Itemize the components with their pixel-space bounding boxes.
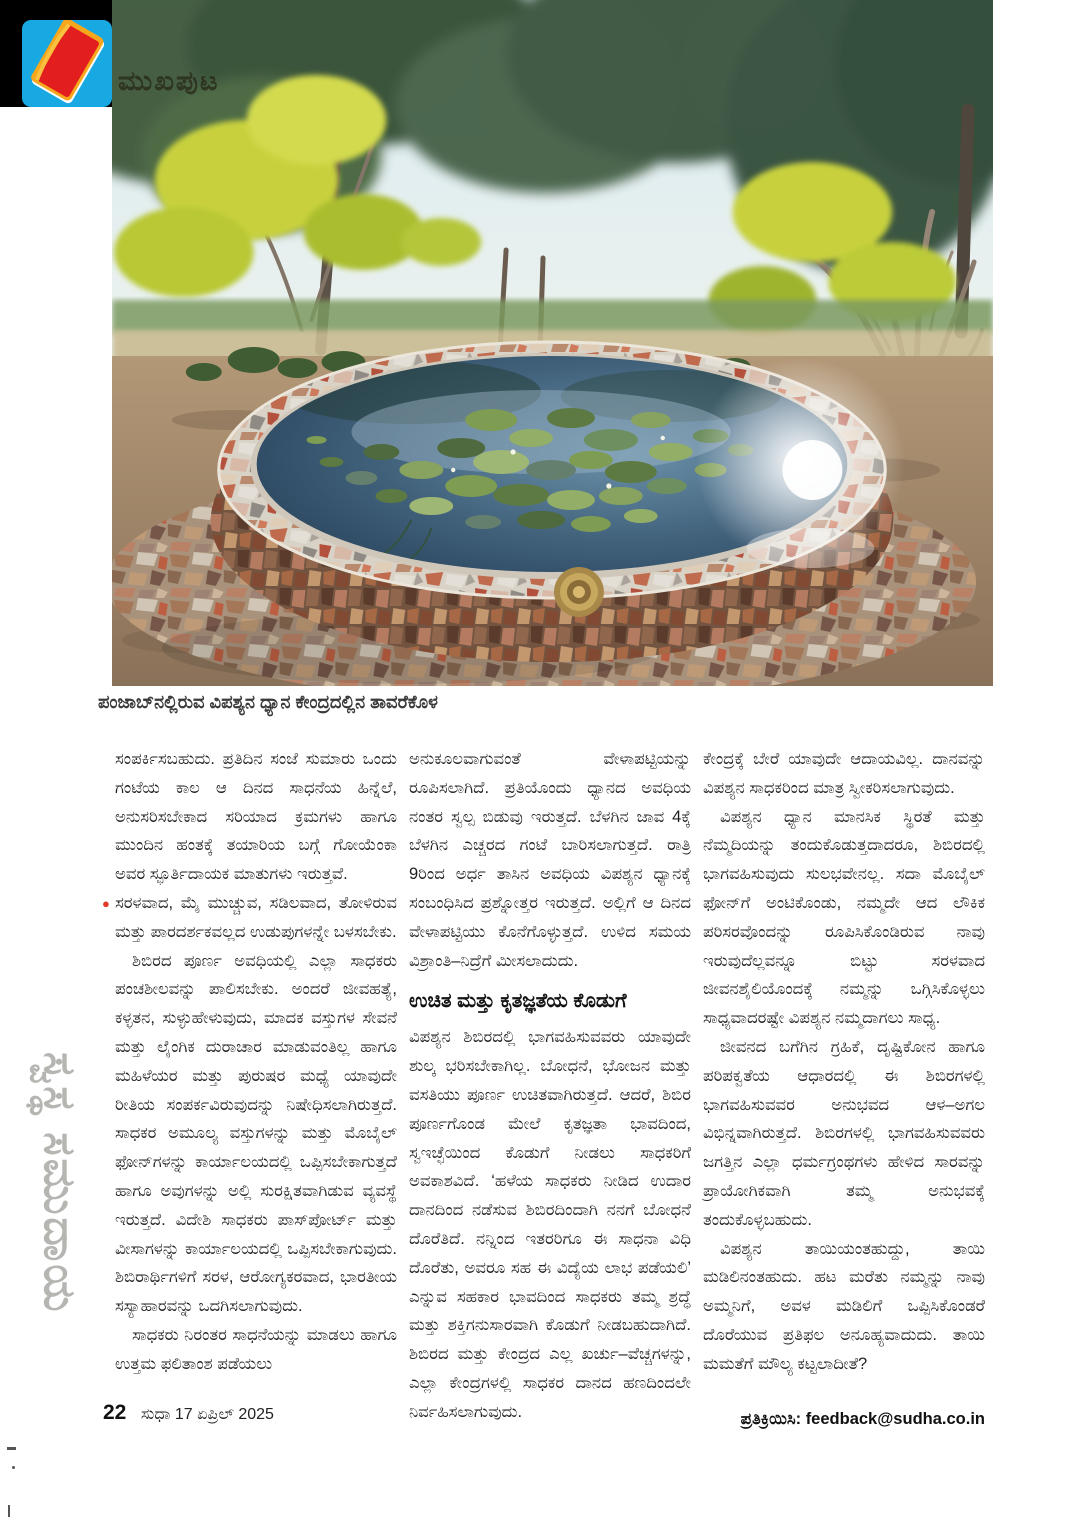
- paragraph: ಅನುಕೂಲವಾಗುವಂತೆ ವೇಳಾಪಟ್ಟಿಯನ್ನು ರೂಪಿಸಲಾಗಿದೆ. ಪ್ರತಿಯೊಂದು ಧ್ಯಾನದ ಅವಧಿಯ ನಂತರ ಸ್ವಲ್ಪ ಬಿಡುವು ಇರುತ್ತದೆ. ಬೆಳಗಿನ ಜಾವ 4ಕ್ಕೆ ಬೆಳಗಿನ ಎಚ್ಚರದ ಗಂಟೆ ಬಾರಿಸಲಾಗುತ್ತದೆ. ರಾತ್ರಿ 9ರಿಂದ ಅರ್ಧ ತಾಸಿನ ಅವಧಿಯ ವಿಪಶ್ಯನ ಧ್ಯಾನಕ್ಕೆ ಸಂಬಂಧಿಸಿದ ಪ್ರಶ್ನೋತ್ತರ ಇರುತ್ತದೆ. ಅಲ್ಲಿಗೆ ಆ ದಿನದ ವೇಳಾಪಟ್ಟಿಯು ಕೊನೆಗೊಳ್ಳುತ್ತದೆ. ಉಳಿದ ಸಮಯ ವಿಶ್ರಾಂತಿ–ನಿದ್ರೆಗೆ ಮೀಸಲಾದುದು.: [409, 750, 691, 970]
- feedback-label: ಪ್ರತಿಕ್ರಿಯಿಸಿ:: [740, 1409, 806, 1428]
- bullet-dot-icon: ●: [102, 895, 110, 911]
- article-column-2: [397, 745, 691, 1433]
- lotus-pond-photo: [112, 0, 993, 686]
- masthead-logo-block: [0, 0, 112, 107]
- feedback-line: [703, 1405, 985, 1434]
- subheading: ಉಚಿತ ಮತ್ತು ಕೃತಜ್ಞತೆಯ ಕೊಡುಗೆ: [409, 990, 627, 1013]
- page-footer: [103, 1401, 274, 1425]
- photo-caption: ಪಂಜಾಬ್‌ನಲ್ಲಿರುವ ವಿಪಶ್ಯನ ಧ್ಯಾನ ಕೇಂದ್ರದಲ್ಲಿನ ತಾವರೆಕೊಳ: [98, 692, 438, 712]
- paragraph: ಸಂಪರ್ಕಿಸಬಹುದು. ಪ್ರತಿದಿನ ಸಂಜೆ ಸುಮಾರು ಒಂದು ಗಂಟೆಯ ಕಾಲ ಆ ದಿನದ ಸಾಧನೆಯ ಹಿನ್ನೆಲೆ, ಅನುಸರಿಸಬೇಕಾದ ಸರಿಯಾದ ಕ್ರಮಗಳು ಹಾಗೂ ಮುಂದಿನ ಹಂತಕ್ಕೆ ತಯಾರಿಯ ಬಗ್ಗೆ ಗೋಯೆಂಕಾ ಅವರ ಸ್ಫೂರ್ತಿದಾಯಕ ಮಾತುಗಳು ಇರುತ್ತವೆ.: [115, 750, 397, 884]
- section-label: ಮುಖಪುಟ: [118, 66, 220, 96]
- paragraph: ವಿಪಶ್ಯನ ಧ್ಯಾನ ಮಾನಸಿಕ ಸ್ಥಿರತೆ ಮತ್ತು ನೆಮ್ಮದಿಯನ್ನು ತಂದುಕೊಡುತ್ತದಾದರೂ, ಶಿಬಿರದಲ್ಲಿ ಭಾಗವಹಿಸುವುದು ಸುಲಭವೇನಲ್ಲ. ಸದಾ ಮೊಬೈಲ್ ಫೋನ್‌ಗೆ ಅಂಟಿಕೊಂಡು, ನಮ್ಮದೇ ಆದ ಲೌಕಿಕ ಪರಿಸರವೊಂದನ್ನು ರೂಪಿಸಿಕೊಂಡಿರುವ ನಾವು ಇರುವುದೆಲ್ಲವನ್ನೂ ಬಿಟ್ಟು ಸರಳವಾದ ಜೀವನಶೈಲಿಯೊಂದಕ್ಕೆ ನಮ್ಮನ್ನು ಒಗ್ಗಿಸಿಕೊಳ್ಳಲು ಸಾಧ್ಯವಾದರಷ್ಟೇ ವಿಪಶ್ಯನ ನಮ್ಮದಾಗಲು ಸಾಧ್ಯ.: [703, 807, 985, 1028]
- sudha-logo-icon: [22, 20, 112, 107]
- paragraph: ವಿಪಶ್ಯನ ತಾಯಿಯಂತಹುದ್ದು, ತಾಯಿ ಮಡಿಲಿನಂತಹುದು. ಹಟ ಮರೆತು ನಮ್ಮನ್ನು ನಾವು ಅಮ್ಮನಿಗೆ, ಅವಳ ಮಡಿಲಿಗೆ ಒಪ್ಪಿಸಿಕೊಂಡರೆ ದೊರೆಯುವ ಪ್ರತಿಫಲ ಅನೂಹ್ಯವಾದುದು. ತಾಯಿ ಮಮತೆಗೆ ಮೌಲ್ಯ ಕಟ್ಟಲಾದೀತೆ?: [703, 1239, 985, 1373]
- paragraph: ಸಾಧಕರು ನಿರಂತರ ಸಾಧನೆಯನ್ನು ಮಾಡಲು ಹಾಗೂ ಉತ್ತಮ ಫಲಿತಾಂಶ ಪಡೆಯಲು: [115, 1325, 397, 1373]
- magazine-name: ಸುಧಾ: [140, 1406, 171, 1423]
- paragraph: ವಿಪಶ್ಯನ ಶಿಬಿರದಲ್ಲಿ ಭಾಗವಹಿಸುವವರು ಯಾವುದೇ ಶುಲ್ಕ ಭರಿಸಬೇಕಾಗಿಲ್ಲ. ಬೋಧನೆ, ಭೋಜನ ಮತ್ತು ವಸತಿಯು ಪೂರ್ಣ ಉಚಿತವಾಗಿರುತ್ತದೆ. ಆದರೆ, ಶಿಬಿರ ಪೂರ್ಣಗೊಂಡ ಮೇಲೆ ಕೃತಜ್ಞತಾ ಭಾವದಿಂದ, ಸ್ವಇಚ್ಛೆಯಿಂದ ಕೊಡುಗೆ ನೀಡಲು ಸಾಧಕರಿಗೆ ಅವಕಾಶವಿದೆ. ‘ಹಳೆಯ ಸಾಧಕರು ನೀಡಿದ ಉದಾರ ದಾನದಿಂದ ನಡೆಸುವ ಶಿಬಿರದಿಂದಾಗಿ ನನಗೆ ಬೋಧನೆ ದೊರೆತಿದೆ. ನನ್ನಿಂದ ಇತರರಿಗೂ ಈ ಸಾಧನಾ ವಿಧಿ ದೊರೆತು, ಅವರೂ ಸಹ ಈ ವಿದ್ಯೆಯ ಲಾಭ ಪಡೆಯಲಿ’ ಎನ್ನುವ ಸಹಕಾರ ಭಾವದಿಂದ ಸಾಧಕರು ತಮ್ಮ ಶ್ರದ್ಧೆ ಮತ್ತು ಶಕ್ತಿಗನುಸಾರವಾಗಿ ಕೊಡುಗೆ ನೀಡಬಹುದಾಗಿದೆ. ಶಿಬಿರದ ಮತ್ತು ಕೇಂದ್ರದ ಎಲ್ಲ ಖರ್ಚು–ವೆಚ್ಚಗಳನ್ನು, ಎಲ್ಲಾ ಕೇಂದ್ರಗಳಲ್ಲಿ ಸಾಧಕರ ದಾನದ ಹಣದಿಂದಲೇ ನಿರ್ವಹಿಸಲಾಗುವುದು.: [409, 1028, 691, 1421]
- paragraph: ಶಿಬಿರದ ಪೂರ್ಣ ಅವಧಿಯಲ್ಲಿ ಎಲ್ಲಾ ಸಾಧಕರು ಪಂಚಶೀಲವನ್ನು ಪಾಲಿಸಬೇಕು. ಅಂದರೆ ಜೀವಹತ್ಯೆ, ಕಳ್ಳತನ, ಸುಳ್ಳುಹೇಳುವುದು, ಮಾದಕ ವಸ್ತುಗಳ ಸೇವನೆ ಮತ್ತು ಲೈಂಗಿಕ ದುರಾಚಾರ ಮಾಡುವಂತಿಲ್ಲ ಹಾಗೂ ಮಹಿಳೆಯರ ಮತ್ತು ಪುರುಷರ ಮಧ್ಯೆ ಯಾವುದೇ ರೀತಿಯ ಸಂಪರ್ಕವಿರುವುದನ್ನು ನಿಷೇಧಿಸಲಾಗಿರುತ್ತದೆ. ಸಾಧಕರ ಅಮೂಲ್ಯ ವಸ್ತುಗಳನ್ನು ಮತ್ತು ಮೊಬೈಲ್ ಫೋನ್‌ಗಳನ್ನು ಕಾರ್ಯಾಲಯದಲ್ಲಿ ಒಪ್ಪಿಸಬೇಕಾಗುತ್ತದೆ ಹಾಗೂ ಅವುಗಳನ್ನು ಅಲ್ಲಿ ಸುರಕ್ಷಿತವಾಗಿಡುವ ವ್ಯವಸ್ಥೆ ಇರುತ್ತದೆ. ವಿದೇಶಿ ಸಾಧಕರು ಪಾಸ್‌ಪೋರ್ಟ್ ಮತ್ತು ವೀಸಾಗಳನ್ನು ಕಾರ್ಯಾಲಯದಲ್ಲಿ ಒಪ್ಪಿಸಬೇಕಾಗುವುದು. ಶಿಬಿರಾರ್ಥಿಗಳಿಗೆ ಸರಳ, ಆರೋಗ್ಯಕರವಾದ, ಭಾರತೀಯ ಸಸ್ಯಾಹಾರವನ್ನು ಒದಗಿಸಲಾಗುವುದು.: [115, 951, 397, 1316]
- article-column-1: [103, 745, 397, 1433]
- feedback-email[interactable]: feedback@sudha.co.in: [805, 1409, 985, 1428]
- paragraph: ಕೇಂದ್ರಕ್ಕೆ ಬೇರೆ ಯಾವುದೇ ಆದಾಯವಿಲ್ಲ. ದಾನವನ್ನು ವಿಪಶ್ಯನ ಸಾಧಕರಿಂದ ಮಾತ್ರ ಸ್ವೀಕರಿಸಲಾಗುವುದು.: [703, 750, 985, 797]
- page-number: 22: [103, 1401, 127, 1424]
- vertical-article-title: ಸ್ವಸ್ಥ ಸಮುದಾಯ: [35, 1052, 84, 1315]
- paragraph: ಜೀವನದ ಬಗೆಗಿನ ಗ್ರಹಿಕೆ, ದೃಷ್ಟಿಕೋನ ಹಾಗೂ ಪರಿಪಕ್ವತೆಯ ಆಧಾರದಲ್ಲಿ ಈ ಶಿಬಿರಗಳಲ್ಲಿ ಭಾಗವಹಿಸುವವರ ಅನುಭವದ ಆಳ–ಅಗಲ ವಿಭಿನ್ನವಾಗಿರುತ್ತದೆ. ಶಿಬಿರಗಳಲ್ಲಿ ಭಾಗವಹಿಸುವವರು ಜಗತ್ತಿನ ಎಲ್ಲಾ ಧರ್ಮಗ್ರಂಥಗಳು ಹೇಳಿದ ಸಾರವನ್ನು ಪ್ರಾಯೋಗಿಕವಾಗಿ ತಮ್ಮ ಅನುಭವಕ್ಕೆ ತಂದುಕೊಳ್ಳಬಹುದು.: [703, 1037, 985, 1229]
- print-mark: [7, 1447, 16, 1450]
- print-mark: [12, 1466, 15, 1469]
- pond-photo-illustration: [112, 0, 993, 686]
- sudha-logo-book-icon: [22, 20, 112, 107]
- article-body: [103, 745, 985, 1433]
- bullet-text: ಸರಳವಾದ, ಮೈ ಮುಚ್ಚುವ, ಸಡಿಲವಾದ, ತೋಳಿರುವ ಮತ್ತು ಪಾರದರ್ಶಕವಲ್ಲದ ಉಡುಪುಗಳನ್ನೇ ಬಳಸಬೇಕು.: [115, 893, 397, 941]
- list-item: [102, 889, 397, 947]
- issue-date: 17 ಏಪ್ರಿಲ್ 2025: [174, 1406, 274, 1423]
- article-column-3: [691, 745, 985, 1433]
- print-mark: [8, 1505, 10, 1517]
